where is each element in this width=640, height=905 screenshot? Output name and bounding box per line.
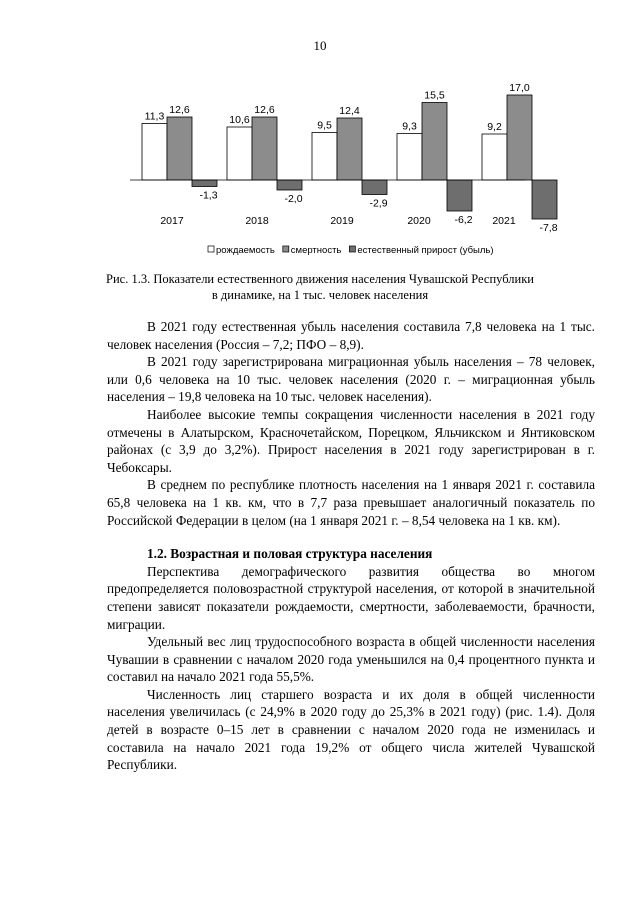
bar-growth [447,180,472,211]
legend-label: рождаемость [216,245,275,256]
paragraph: Удельный вес лиц трудоспособного возраста в общей численности населения Чувашии в сравнении с началом 2020 года уменьшился на 0,4 процентного пункта и составил на начало 2021 года 55,5%. [107,634,595,685]
page-number: 10 [313,38,327,53]
legend-label: смертность [290,245,342,256]
legend-swatch [349,246,355,252]
bar-death [252,117,277,180]
bar-growth [362,180,387,195]
data-label: 17,0 [509,82,530,94]
data-label: 9,3 [402,120,417,133]
paragraph: Численность лиц старшего возраста и их доля в общей численности населения увеличилась (с 24,9% в 2020 году до 25,3% в 2021 году) (рис. 1.4). Доля детей в возрасте 0–15 лет в сравнении с началом 2020 года не изменилась и составила на начало 2021 года 19,2% от общего числа жителей Чувашской Республики. [107,686,595,773]
data-label: -6,2 [454,214,473,226]
figure-caption [90,271,550,303]
data-label: 12,4 [339,105,360,117]
legend-swatch [208,246,214,252]
category-label: 2020 [407,215,431,227]
data-label: 12,6 [254,104,275,116]
legend-label: естественный прирост (убыль) [357,245,494,256]
bar-growth [277,180,302,190]
section-heading: 1.2. Возрастная и половая структура населения [147,546,433,562]
bar-growth [192,180,217,187]
data-label: 9,5 [317,119,332,132]
bar-growth [532,180,557,219]
bar-birth [482,134,507,180]
data-label: 11,3 [144,110,165,123]
caption-line-1: Рис. 1.3. Показатели естественного движения населения Чувашской Республики [106,272,534,286]
bar-birth [397,134,422,181]
data-label: -1,3 [199,189,218,202]
category-label: 2017 [160,215,184,227]
natural-movement-chart [110,78,558,263]
data-label: -2,9 [369,197,388,210]
caption-line-2: в динамике, на 1 тыс. человек населения [211,288,429,302]
body-text [107,318,595,774]
category-label: 2019 [330,215,354,227]
data-label: 9,2 [487,121,502,133]
bar-death [167,117,192,180]
paragraph: Перспектива демографического развития общества во многом предопределяется половозрастной структурой населения, от которой в значительной степени зависят показатели рождаемости, смертности, заболеваемости, брачности, миграции. [107,563,595,632]
category-label: 2018 [245,215,269,227]
bar-death [507,95,532,180]
bar-birth [312,133,337,181]
bar-death [337,118,362,180]
data-label: 10,6 [229,114,250,126]
data-label: 15,5 [424,89,445,102]
legend-swatch [283,246,289,252]
data-label: -7,8 [539,222,558,234]
paragraph: Наиболее высокие темпы сокращения численности населения в 2021 году отмечены в Алатырском, Красночетайском, Порецком, Яльчикском и Янтиковском районах (с 3,9 до 3,2%). Прирост населения в 2021 году зарегистрирован в г. Чебоксары. [107,406,595,475]
paragraph: В 2021 году зарегистрирована миграционная убыль населения – 78 человек, или 0,6 человека на 10 тыс. человек населения (2020 г. – миграционная убыль населения – 19,8 человека на 10 тыс. человек населения). [107,354,595,405]
paragraph: В 2021 году естественная убыль населения составила 7,8 человека на 1 тыс. человек населения (Россия – 7,2; ПФО – 8,9). [107,319,595,352]
bar-birth [227,127,252,180]
data-label: -2,0 [284,193,303,205]
paragraph: В среднем по республике плотность населения на 1 января 2021 г. составила 65,8 человека на 1 кв. км, что в 7,7 раза превышает аналогичный показатель по Российской Федерации в целом (на 1 января 2021 г. – 8,54 человека на 1 кв. км). [107,477,595,528]
bar-death [422,103,447,181]
data-label: 12,6 [169,104,190,116]
bar-birth [142,124,167,181]
category-label: 2021 [492,215,516,227]
